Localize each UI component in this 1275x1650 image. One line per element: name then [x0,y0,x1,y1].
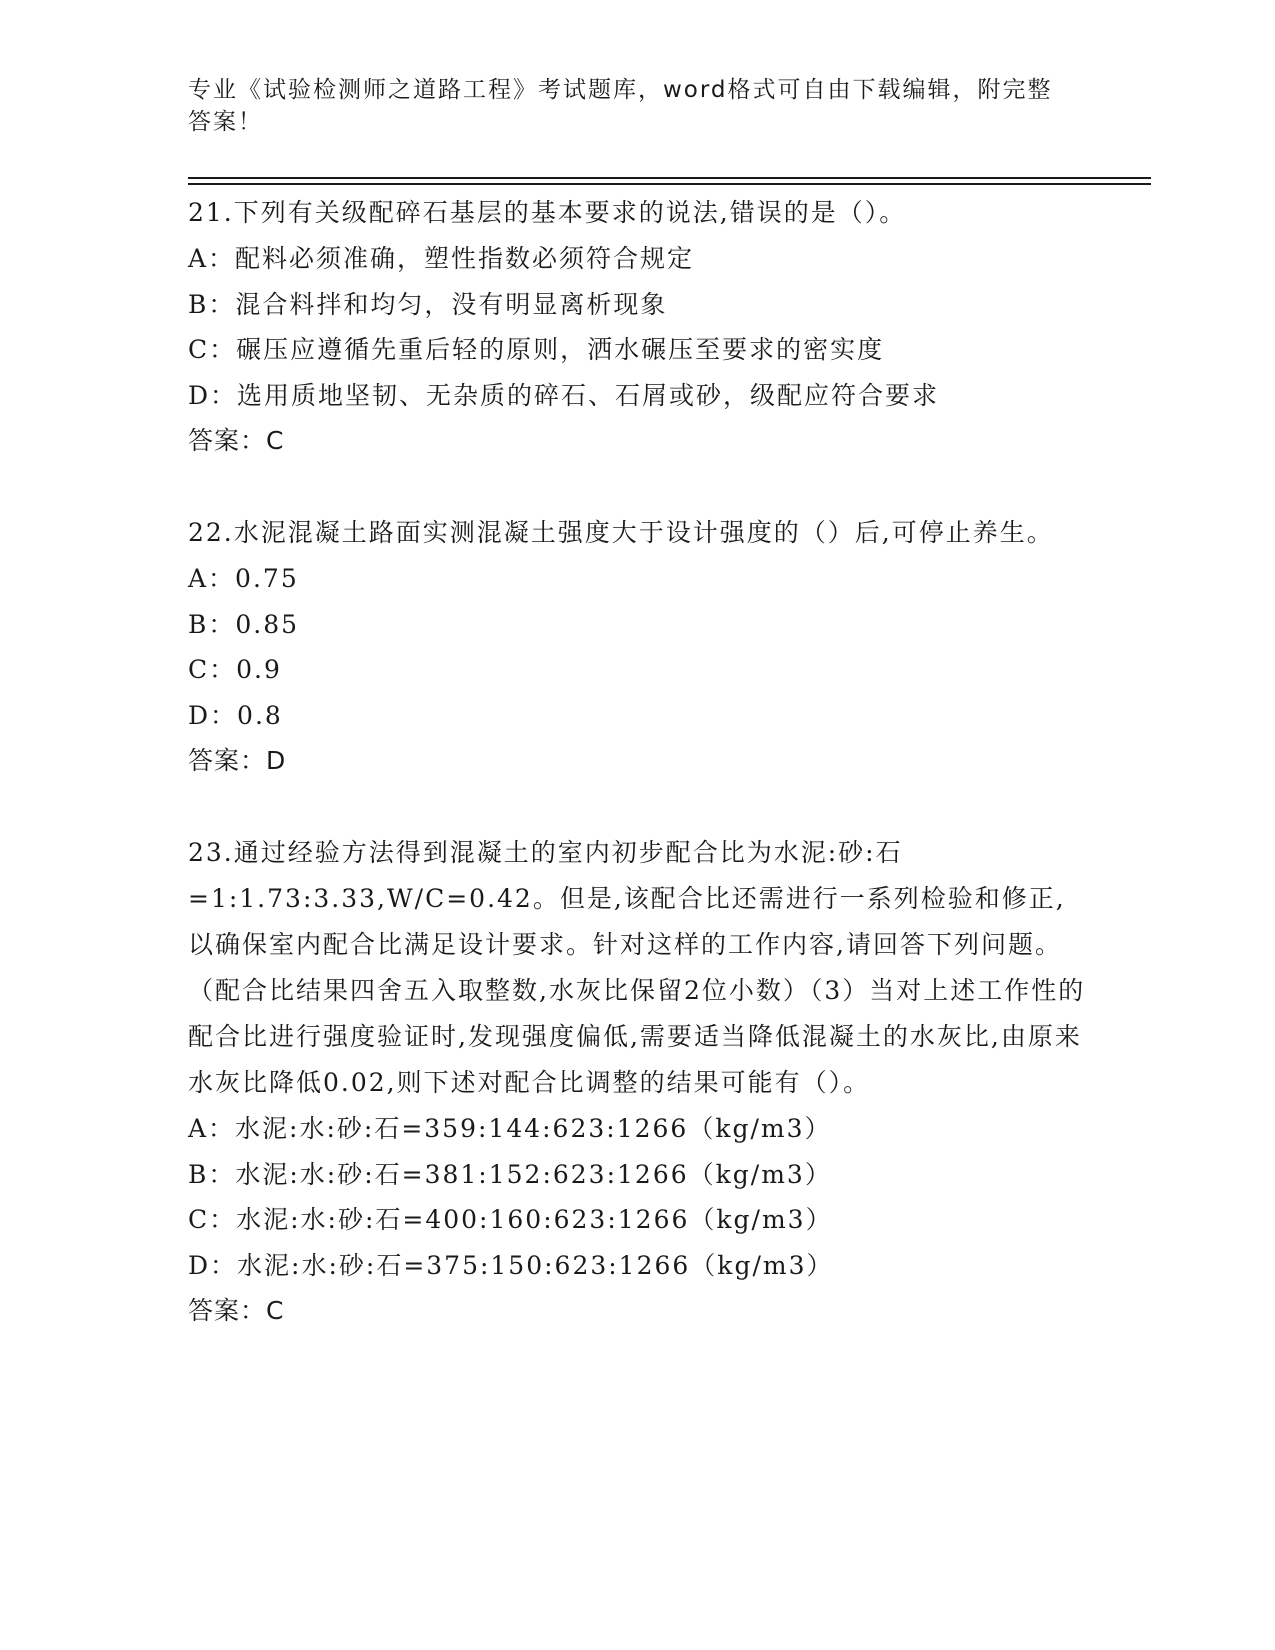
option-d: D：水泥:水:砂:石=375:150:623:1266（kg/m3） [188,1250,834,1280]
question-spacer [188,464,1088,510]
option-c: C：碾压应遵循先重后轻的原则，洒水碾压至要求的密实度 [188,335,885,364]
option-b: B：混合料拌和均匀，没有明显离析现象 [188,289,668,319]
option-d: D：选用质地坚韧、无杂质的碎石、石屑或砂，级配应符合要求 [188,380,940,410]
option-a: A：0.75 [188,564,299,593]
question-22 [188,510,1088,784]
question-list [188,190,1088,1334]
option-a: A：配料必须准确，塑性指数必须符合规定 [188,244,695,273]
question-stem: 22.水泥混凝土路面实测混凝土强度大于设计强度的（）后,可停止养生。 [188,518,1054,547]
option-d: D：0.8 [188,700,283,730]
question-stem: 23.通过经验方法得到混凝土的室内初步配合比为水泥:砂:石=1:1.73:3.33,W/C=0.42。但是,该配合比还需进行一系列检验和修正,以确保室内配合比满足设计要求。针对这样的工作内容,请回答下列问题。（配合比结果四舍五入取整数,水灰比保留2位小数）（3）当对上述工作性的配合比进行强度验证时,发现强度偏低,需要适当降低混凝土的水灰比,由原来水灰比降低0.02,则下述对配合比调整的结果可能有（）。 [188,838,1086,1097]
question-23 [188,830,1088,1334]
question-21 [188,190,1088,464]
header-divider-bottom [188,183,1151,185]
option-c: C：水泥:水:砂:石=400:160:623:1266（kg/m3） [188,1205,833,1234]
option-b: B：水泥:水:砂:石=381:152:623:1266（kg/m3） [188,1159,832,1189]
option-a: A：水泥:水:砂:石=359:144:623:1266（kg/m3） [188,1114,832,1143]
answer: 答案：D [188,746,287,775]
question-stem: 21.下列有关级配碎石基层的基本要求的说法,错误的是（）。 [188,198,907,227]
answer: 答案：C [188,1296,285,1325]
answer: 答案：C [188,426,285,455]
option-b: B：0.85 [188,609,300,639]
question-spacer [188,784,1088,830]
header-divider-top [188,177,1151,179]
document-header: 专业《试验检测师之道路工程》考试题库，word格式可自由下载编辑，附完整答案！ [188,77,1053,135]
option-c: C：0.9 [188,655,282,684]
